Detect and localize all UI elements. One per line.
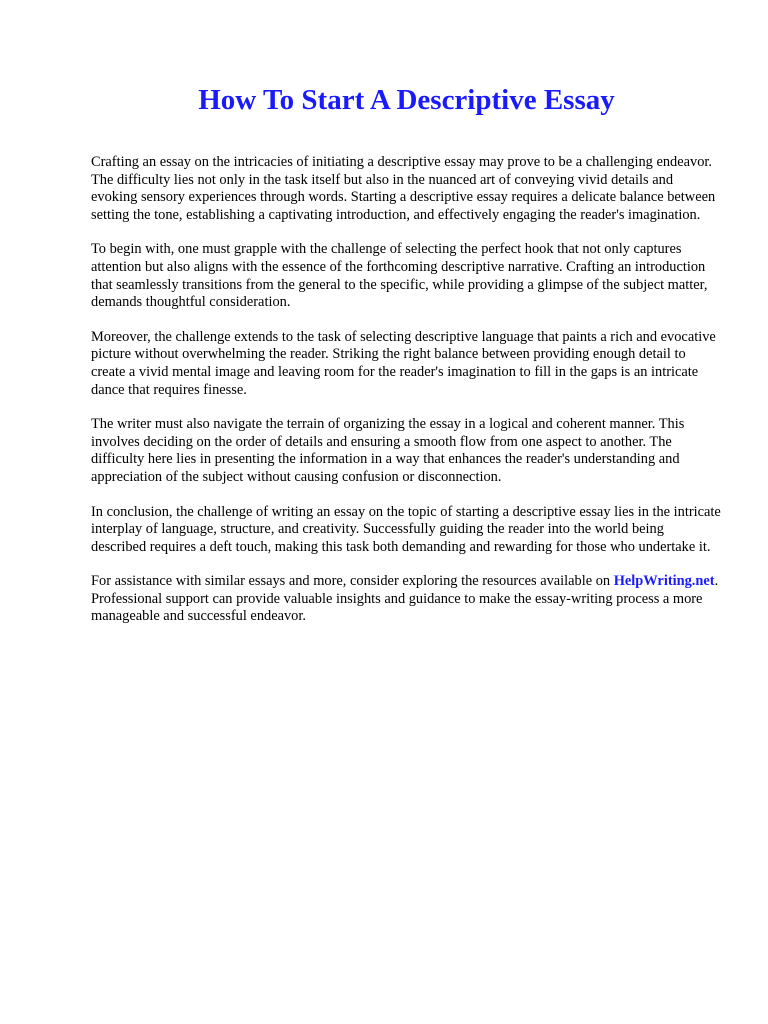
page-title: How To Start A Descriptive Essay	[198, 84, 615, 116]
paragraph-1: Crafting an essay on the intricacies of initiating a descriptive essay may prove to be a challenging endeavor. The difficulty lies not only in the task itself but also in the nuanced art of conveying vivid details and evoking sensory experiences through words. Starting a descriptive essay requires a delicate balance between setting the tone, establishing a captivating introduction, and effectively engaging the reader's imagination.	[91, 154, 716, 223]
closing-text-after-link: . Professional support can provide valuable insights and guidance to make the essay-writing process a more manageable and successful endeavor.	[91, 573, 719, 625]
closing-paragraph	[91, 573, 722, 626]
paragraph-4: The writer must also navigate the terrain of organizing the essay in a logical and coherent manner. This involves deciding on the order of details and ensuring a smooth flow from one aspect to another. The difficulty here lies in presenting the information in a way that enhances the reader's understanding and appreciation of the subject without causing confusion or disconnection.	[91, 416, 685, 485]
closing-text-before-link: For assistance with similar essays and more, consider exploring the resources available on	[91, 573, 614, 590]
paragraph-5: In conclusion, the challenge of writing an essay on the topic of starting a descriptive essay lies in the intricate interplay of language, structure, and creativity. Successfully guiding the reader into the world being described requires a deft touch, making this task both demanding and rewarding for those who undertake it.	[91, 503, 721, 555]
paragraph-3: Moreover, the challenge extends to the task of selecting descriptive language that paints a rich and evocative picture without overwhelming the reader. Striking the right balance between providing enough detail to create a vivid mental image and leaving room for the reader's imagination to fill in the gaps is an intricate dance that requires finesse.	[91, 328, 716, 398]
helpwriting-link[interactable]: HelpWriting.net	[613, 573, 715, 590]
paragraph-2: To begin with, one must grapple with the challenge of selecting the perfect hook that not only captures attention but also aligns with the essence of the forthcoming descriptive narrative. Crafting an introduction that seamlessly transitions from the general to the specific, while providing a glimpse of the subject matter, demands thoughtful consideration.	[91, 241, 708, 311]
